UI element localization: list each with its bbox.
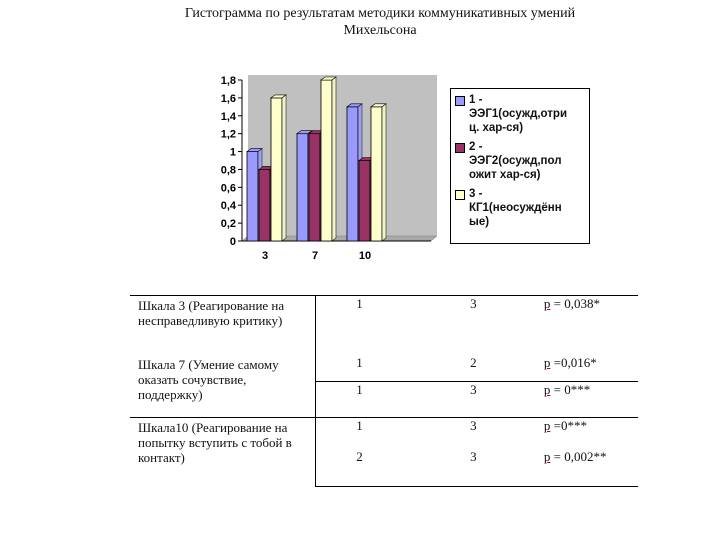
legend-label-2: 2 - ЭЭГ2(осужд,пол ожит хар-ся) — [469, 141, 562, 181]
cell-p — [544, 449, 638, 486]
p-symbol: р — [543, 296, 551, 311]
p-value: =0,016* — [550, 355, 597, 370]
cell-b: 3 — [403, 418, 544, 449]
legend-label-3: 3 - КГ1(неосуждённ ые) — [469, 188, 562, 228]
scale7-label: Шкала 7 (Умение самому оказать сочувствие, поддержку) — [130, 355, 315, 418]
y-tick-label: 0,8 — [220, 164, 236, 177]
y-tick-label: 0,2 — [220, 218, 236, 231]
cell-p — [544, 355, 638, 382]
bar — [347, 107, 358, 241]
stats-table — [130, 295, 638, 487]
legend-swatch-3 — [455, 190, 465, 200]
y-tick-label: 1,6 — [220, 92, 236, 105]
p-value: = 0,002** — [550, 448, 607, 464]
table-row — [130, 355, 638, 382]
bar-side — [332, 77, 336, 241]
bar — [309, 134, 320, 241]
legend-swatch-2 — [455, 143, 465, 153]
y-tick-label: 0,6 — [220, 182, 236, 195]
bar-side — [282, 95, 286, 241]
p-value: = 0*** — [550, 382, 591, 398]
legend-swatch-1 — [455, 96, 465, 106]
p-symbol: р — [543, 448, 551, 464]
p-value: =0*** — [550, 418, 587, 433]
chart-title-line2: Михельсона — [343, 23, 417, 38]
p-symbol: р — [543, 355, 551, 370]
cell-b: 2 — [470, 355, 477, 370]
bar — [297, 134, 308, 241]
x-tick-label: 7 — [311, 250, 319, 262]
cell-p — [544, 382, 638, 418]
x-tick-label: 10 — [358, 250, 372, 262]
scale10-label: Шкала10 (Реагирование на попытку вступить с тобой в контакт) — [130, 418, 315, 487]
bar — [371, 107, 382, 241]
legend-item — [455, 93, 587, 135]
bar — [271, 98, 282, 241]
cell-a: 1 — [315, 296, 402, 356]
p-symbol: р — [543, 382, 551, 398]
table-row — [130, 296, 638, 356]
chart-legend — [450, 88, 590, 244]
bar-chart — [200, 60, 450, 270]
y-tick-label: 1 — [229, 146, 236, 159]
y-tick-label: 0 — [229, 236, 236, 248]
y-tick-label: 1,8 — [220, 75, 236, 87]
y-tick-label: 0,4 — [220, 200, 236, 213]
x-tick-label: 3 — [261, 250, 269, 262]
table-row — [130, 418, 638, 449]
p-value: = 0,038* — [550, 296, 600, 311]
cell-a: 1 — [315, 418, 402, 449]
cell-p — [544, 296, 638, 356]
bar — [321, 80, 332, 241]
cell-p — [544, 418, 638, 449]
scale3-label: Шкала 3 (Реагирование на несправедливую критику) — [130, 296, 315, 356]
cell-a: 1 — [356, 355, 363, 370]
cell-b: 3 — [403, 382, 544, 418]
chart-title-line1: Гистограмма по результатам методики коммуникативных умений — [184, 6, 576, 21]
chart-title — [120, 5, 640, 39]
bar-side — [382, 104, 386, 241]
legend-item — [455, 140, 587, 182]
cell-b: 3 — [403, 449, 544, 486]
legend-label-1: 1 - ЭЭГ1(осужд,отри ц. хар-ся) — [469, 94, 568, 134]
y-tick-label: 1,4 — [220, 110, 236, 123]
bar — [259, 169, 270, 241]
y-tick-label: 1,2 — [220, 128, 236, 141]
cell-b: 3 — [403, 296, 544, 356]
p-symbol: р — [543, 418, 551, 433]
cell-a: 1 — [315, 382, 402, 418]
cell-a: 2 — [315, 449, 402, 486]
legend-item — [455, 187, 587, 229]
bar — [247, 152, 258, 241]
bar — [359, 161, 370, 242]
